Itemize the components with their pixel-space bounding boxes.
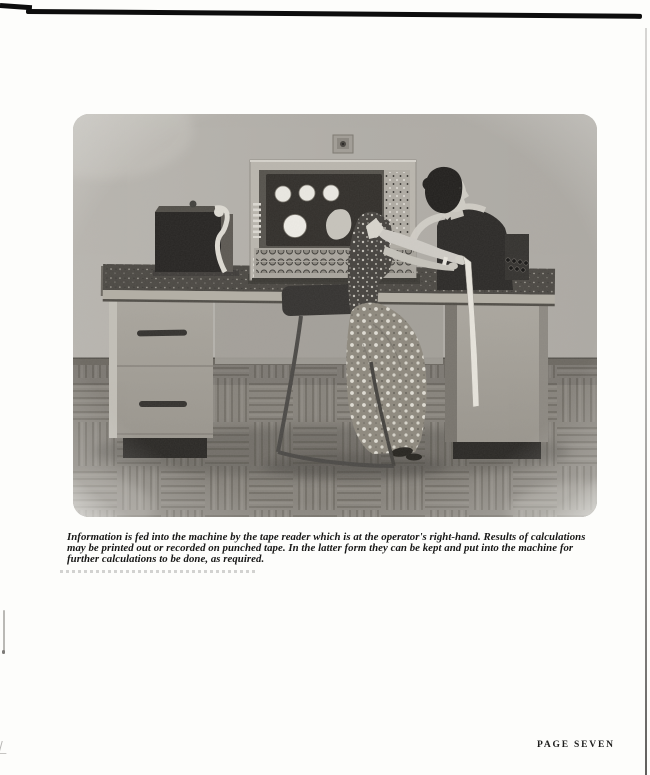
photo-scene [73,114,597,517]
photo-grain [73,114,597,517]
caption-line-3: further calculations to be done, as required. [67,553,265,566]
photograph [73,114,597,517]
photo-finish [73,114,597,517]
scan-edge-line-right [645,28,647,775]
scan-smudge-row [60,570,256,573]
page-number: PAGE SEVEN [537,740,615,750]
scan-mark-corner [0,741,10,754]
caption-line-1: Information is fed into the machine by the tape reader which is at the operator's right-hand. Results of calculations [67,531,586,543]
caption-line-2: may be printed out or recorded on punched tape. In the latter form they can be kept and put into the machine for [67,542,574,555]
scan-edge-line-top [26,9,642,18]
photo-caption [67,532,593,566]
scan-mark-left-dot [2,650,5,654]
scan-edge-stub [0,3,32,10]
scan-mark-left [3,610,5,654]
